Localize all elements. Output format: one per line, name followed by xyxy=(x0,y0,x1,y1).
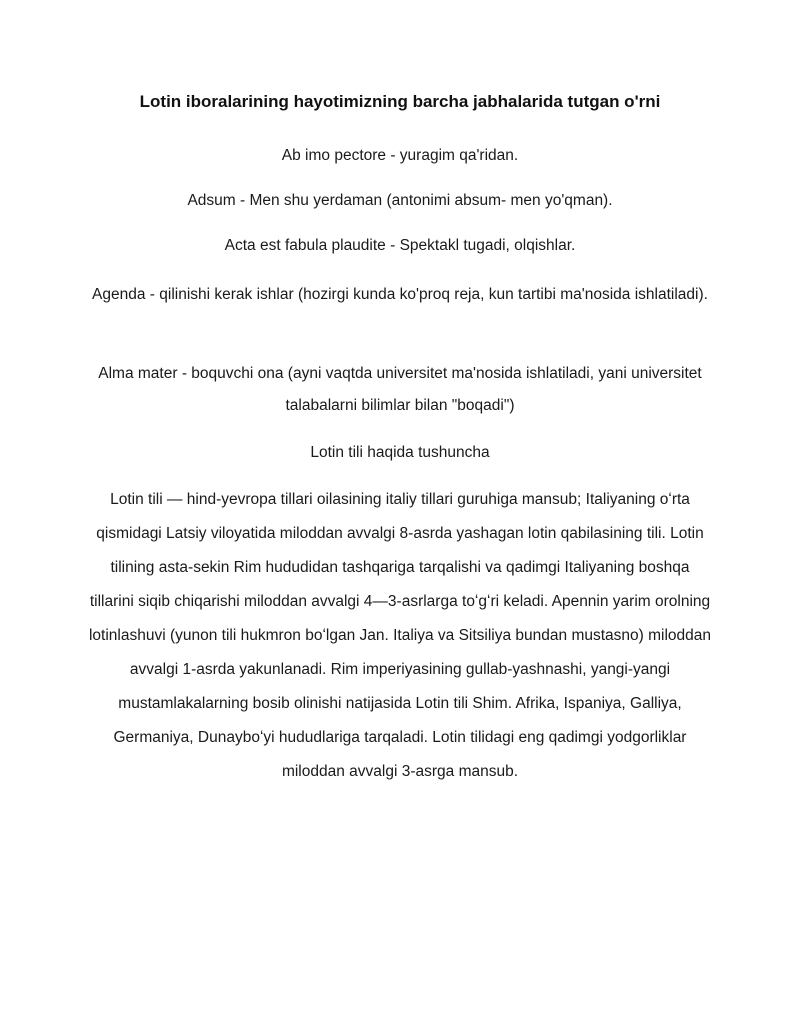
body-paragraph: Lotin tili — hind-yevropa tillari oilasining italiy tillari guruhiga mansub; Italiyaning oʻrta qismidagi Latsiy viloyatida miloddan avvalgi 8-asrda yashagan lotin qabilasining tili. Lotin tilining asta-sekin Rim hududidan tashqariga tarqalishi va qadimgi Italiyaning boshqa tillarini siqib chiqarishi miloddan avvalgi 4—3-asrlarga toʻgʻri keladi. Apennin yarim orolning lotinlashuvi (yunon tili hukmron boʻlgan Jan. Italiya va Sitsiliya bundan mustasno) miloddan avvalgi 1-asrda yakunlanadi. Rim imperiyasining gullab-yashnashi, yangi-yangi mustamlakalarning bosib olinishi natijasida Lotin tili Shim. Afrika, Ispaniya, Galliya, Germaniya, Dunayboʻyi hududlariga tarqaladi. Lotin tilidagi eng qadimgi yodgorliklar miloddan avvalgi 3-asrga mansub. xyxy=(88,491,712,780)
phrase-entry: Alma mater - boquvchi ona (ayni vaqtda universitet ma'nosida ishlatiladi, yani universitet talabalarni bilimlar bilan "boqadi") xyxy=(98,365,702,414)
phrase-entry: Adsum - Men shu yerdaman (antonimi absum- men yo'qman). xyxy=(187,192,613,209)
document-title: Lotin iboralarining hayotimizning barcha jabhalarida tutgan o'rni xyxy=(139,92,661,111)
phrase-entry: Acta est fabula plaudite - Spektakl tugadi, olqishlar. xyxy=(224,237,576,254)
section-heading: Lotin tili haqida tushuncha xyxy=(310,444,490,461)
phrase-entry: Agenda - qilinishi kerak ishlar (hozirgi kunda ko'proq reja, kun tartibi ma'nosida ishlatiladi). xyxy=(92,286,708,303)
phrase-entry: Ab imo pectore - yuragim qa'ridan. xyxy=(281,147,519,164)
